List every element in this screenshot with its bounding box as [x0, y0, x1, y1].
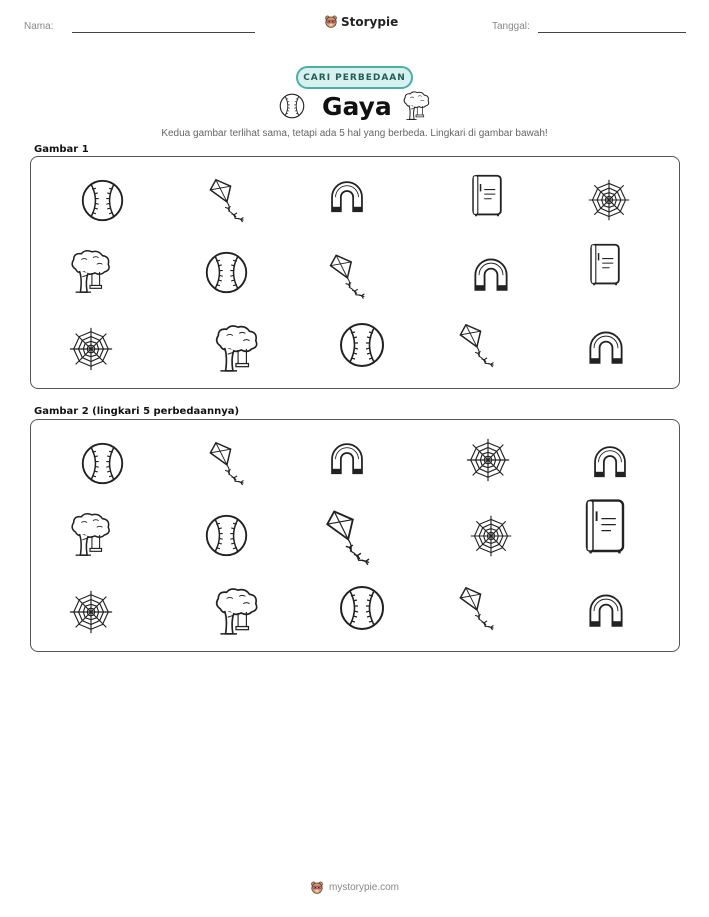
date-line[interactable]	[538, 32, 686, 33]
name-line[interactable]	[72, 32, 255, 33]
brand-logo	[324, 14, 398, 29]
name-label: Nama:	[24, 21, 54, 32]
kite-icon[interactable]	[323, 251, 370, 301]
baseball-icon[interactable]	[79, 440, 126, 487]
magnet-icon[interactable]	[583, 326, 629, 372]
baseball-icon[interactable]	[337, 320, 387, 370]
kite-icon[interactable]	[453, 320, 499, 370]
footer	[0, 880, 709, 895]
kite-icon[interactable]	[318, 502, 376, 572]
picture2-label: Gambar 2 (lingkari 5 perbedaannya)	[34, 406, 240, 417]
picture1-label: Gambar 1	[34, 144, 89, 155]
date-label: Tanggal:	[492, 21, 530, 32]
magnet-icon[interactable]	[325, 438, 369, 482]
baseball-icon[interactable]	[203, 512, 250, 559]
spiderweb-icon[interactable]	[586, 177, 632, 223]
kite-icon[interactable]	[453, 583, 499, 633]
kite-icon[interactable]	[203, 176, 249, 224]
title-tree-swing-icon	[400, 90, 432, 122]
baseball-icon[interactable]	[337, 583, 387, 633]
tree-swing-icon[interactable]	[66, 511, 114, 559]
kite-icon[interactable]	[203, 439, 249, 487]
magnet-icon[interactable]	[588, 441, 632, 485]
baseball-icon[interactable]	[79, 177, 126, 224]
magnet-icon[interactable]	[468, 253, 514, 299]
bear-logo-icon	[310, 880, 324, 895]
spiderweb-icon[interactable]	[468, 513, 514, 559]
magnet-icon[interactable]	[325, 176, 369, 220]
spiderweb-icon[interactable]	[464, 436, 512, 484]
fridge-icon[interactable]	[464, 172, 510, 220]
tree-swing-icon[interactable]	[210, 586, 262, 638]
bear-logo-icon	[324, 14, 338, 29]
fridge-icon[interactable]	[575, 494, 635, 560]
spiderweb-icon[interactable]	[67, 588, 115, 636]
title-baseball-icon	[278, 92, 306, 120]
footer-url[interactable]: mystorypie.com	[328, 882, 399, 893]
instructions: Kedua gambar terlihat sama, tetapi ada 5 hal yang berbeda. Lingkari di gambar bawah!	[161, 128, 548, 139]
page-title: Gaya	[322, 92, 392, 121]
brand-name: Storypie	[341, 14, 399, 29]
magnet-icon[interactable]	[583, 589, 629, 635]
fridge-icon[interactable]	[582, 241, 628, 289]
baseball-icon[interactable]	[203, 249, 250, 296]
category-badge: CARI PERBEDAAN	[296, 66, 413, 89]
spiderweb-icon[interactable]	[67, 325, 115, 373]
tree-swing-icon[interactable]	[210, 323, 262, 375]
tree-swing-icon[interactable]	[66, 248, 114, 296]
